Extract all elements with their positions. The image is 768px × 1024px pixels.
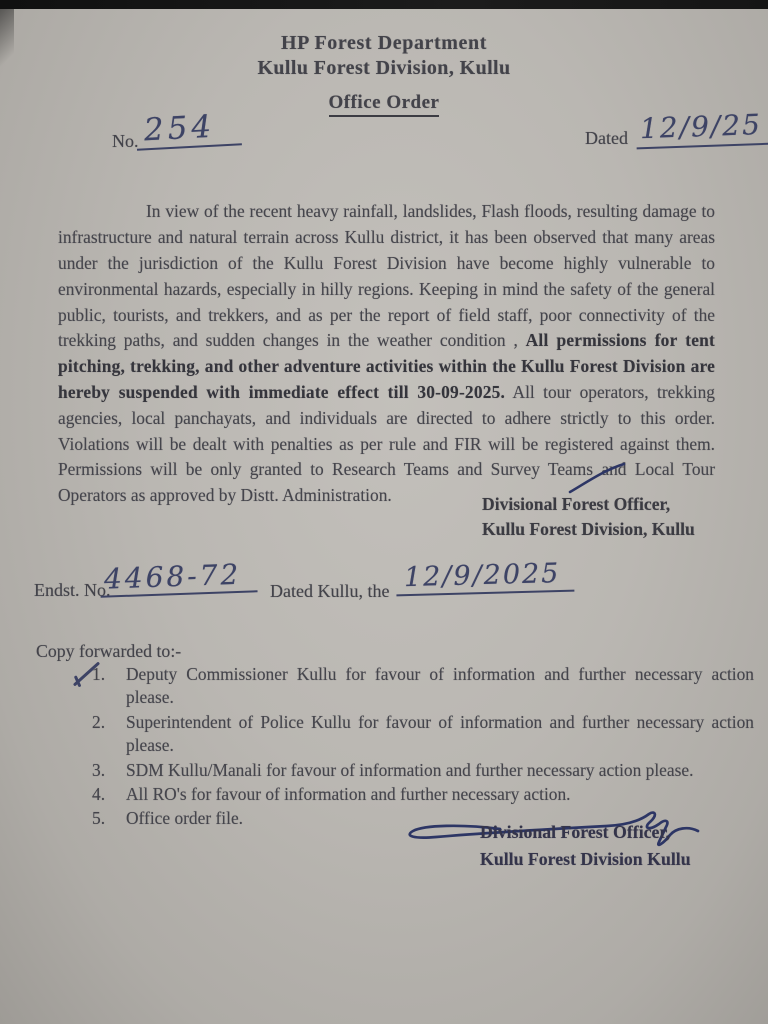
endst-no-label: Endst. No. — [34, 580, 111, 600]
document-title-text: Office Order — [329, 92, 440, 117]
list-item-text: SDM Kullu/Manali for favour of information and further necessary action please. — [126, 759, 694, 780]
list-item — [92, 759, 754, 782]
list-item — [92, 783, 754, 806]
handwritten-tick-mark — [73, 662, 100, 687]
list-item-number: 4. — [92, 784, 106, 805]
list-item-number: 2. — [92, 711, 106, 732]
list-item — [92, 711, 754, 758]
list-item-number: 5. — [92, 808, 106, 829]
division-name: Kullu Forest Division, Kullu — [257, 57, 511, 79]
list-item-text: All RO's for favour of information and further necessary action. — [126, 784, 571, 805]
photo-top-edge — [0, 0, 768, 9]
department-name: HP Forest Department — [280, 32, 488, 54]
signature-stroke-icon — [566, 460, 630, 496]
order-date-label: Dated — [585, 128, 628, 148]
list-item-text: Office order file. — [126, 808, 244, 829]
copy-forwarded-heading: Copy forwarded to:- — [36, 641, 182, 661]
signatory-block-bottom — [480, 819, 760, 873]
endst-no-value: 4468-72 — [99, 557, 257, 597]
signatory-bottom-office: Kullu Forest Division Kullu — [480, 849, 691, 869]
signatory-bottom-designation: Divisional Forest Officer, — [480, 822, 671, 842]
order-body-segment: In view of the recent heavy rainfall, landslides, Flash floods, resulting damage to infrastructure and natural terrain across Kullu district, it has been observed that many areas under the jurisdiction of the Kullu Forest Division have become highly vulnerable to environmental hazards, especially in hilly regions. Keeping in mind the safety of the general public, tourists, and trekkers, and as per the report of field staff, poor connectivity of the trekking paths, and sudden changes in the weather condition , — [58, 201, 715, 351]
signatory-top-designation: Divisional Forest Officer, — [482, 494, 671, 514]
list-item-number: 3. — [92, 759, 106, 780]
endst-date-value: 12/9/2025 — [396, 558, 575, 597]
list-item — [92, 663, 754, 710]
endst-date-label: Dated Kullu, the — [270, 581, 390, 601]
order-no-value: 254 — [135, 107, 242, 150]
list-item-text: Superintendent of Police Kullu for favour of information and further necessary action please. — [126, 711, 754, 756]
order-date-value: 12/9/25 — [635, 108, 768, 150]
order-no-label: No. — [112, 131, 139, 151]
list-item-number: 1. — [92, 663, 126, 686]
signatory-top-office: Kullu Forest Division, Kullu — [482, 519, 695, 539]
list-item-text: Deputy Commissioner Kullu for favour of information and further necessary action please. — [126, 664, 754, 708]
signatory-block-top — [482, 492, 762, 542]
order-body-bold-segment: All permissions for tent pitching, trekking, and other adventure activities within the Kullu Forest Division are hereby suspended with immediate effect till 30-09-2025. — [58, 330, 715, 402]
order-body-segment: All tour operators, trekking agencies, local panchayats, and individuals are directed to adhere strictly to this order. Violations will be dealt with penalties as per rule and FIR will be registered against them. Permissions will be only granted to Research Teams and Survey Teams and Local Tour Operators as approved by Distt. Administration. — [58, 381, 715, 506]
